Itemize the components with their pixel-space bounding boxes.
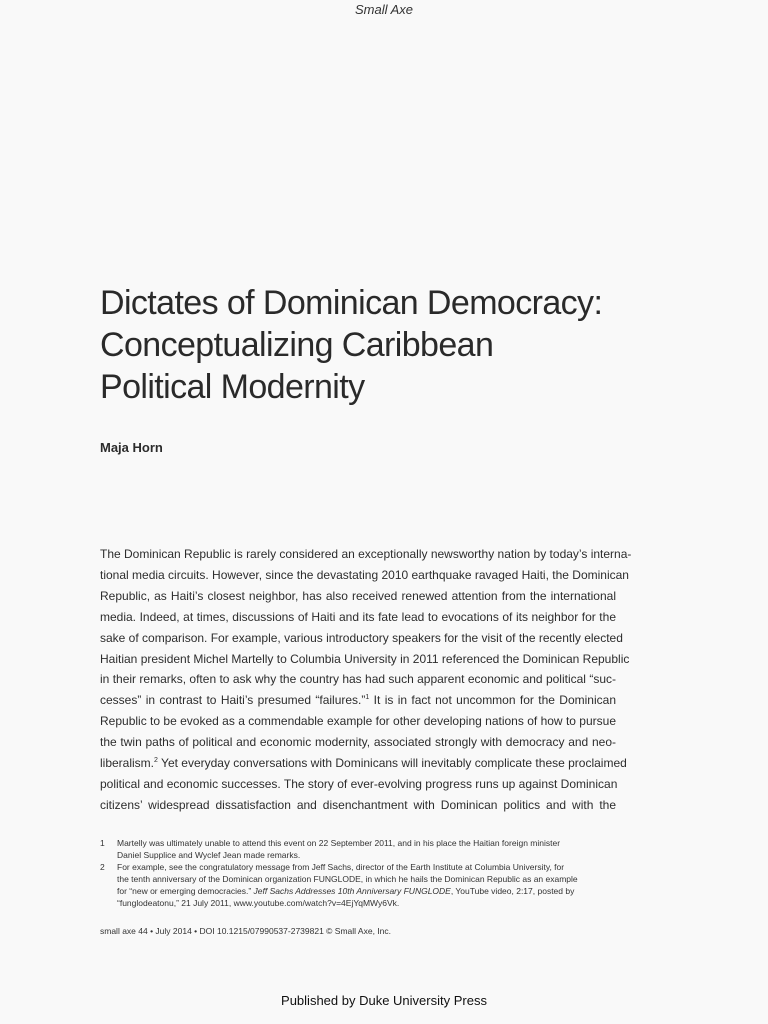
article-title (100, 282, 660, 408)
footnote-line: the tenth anniversary of the Dominican organization FUNGLODE, in which he hails the Dominican Republic as an example (117, 874, 578, 884)
body-line: citizens’ widespread dissatisfaction and disenchantment with Dominican politics and with the (100, 797, 616, 812)
title-line: Conceptualizing Caribbean (100, 326, 494, 364)
footnote-number: 1 (100, 838, 105, 848)
body-line: in their remarks, often to ask why the country has had such apparent economic and political “suc- (100, 672, 616, 687)
footnote-line-segment: , YouTube video, 2:17, posted by (450, 886, 575, 896)
footnote-line: “funglodeatonu,” 21 July 2011, www.youtube.com/watch?v=4EjYqMWy6Vk. (117, 898, 400, 908)
body-line: political and economic successes. The story of ever-evolving progress runs up against Dominican (100, 776, 618, 791)
body-line: Republic, as Haiti’s closest neighbor, has also received renewed attention from the international (100, 588, 616, 603)
body-line-segment: cesses” in contrast to Haiti’s presumed “failures.” (100, 693, 366, 708)
footnote-line: Daniel Supplice and Wyclef Jean made remarks. (117, 850, 301, 860)
body-line-segment: It is in fact not uncommon for the Dominican (369, 693, 616, 708)
footnote-ref-1[interactable]: 1 (365, 694, 370, 702)
body-line: the twin paths of political and economic modernity, associated strongly with democracy and neo- (100, 735, 616, 750)
body-line: The Dominican Republic is rarely considered an exceptionally newsworthy nation by today’s interna- (100, 547, 632, 561)
footnote-1 (100, 837, 616, 861)
footnote-line: Martelly was ultimately unable to attend this event on 22 September 2011, and in his place the Haitian foreign minister (117, 838, 561, 848)
body-line (100, 753, 627, 774)
body-line: Republic to be evoked as a commendable example for other developing nations of how to pursue (100, 714, 616, 729)
body-line-segment: Yet everyday conversations with Dominicans will inevitably complicate these proclaimed (157, 756, 627, 771)
footnote-number: 2 (100, 862, 105, 872)
body-line: media. Indeed, at times, discussions of Haiti and its fate lead to evocations of its neighbor for the (100, 609, 616, 624)
body-line: Haitian president Michel Martelly to Columbia University in 2011 referenced the Dominican Republic (100, 651, 630, 666)
footnote-line-segment: for “new or emerging democracies.” (117, 886, 254, 896)
footnote-line (117, 885, 616, 897)
body-line (100, 690, 616, 711)
doi-line: small axe 44 • July 2014 • DOI 10.1215/07990537-2739821 © Small Axe, Inc. (100, 926, 392, 936)
body-line: sake of comparison. For example, various introductory speakers for the visit of the recently elected (100, 630, 623, 645)
video-title: Jeff Sachs Addresses 10th Anniversary FUNGLODE (253, 886, 451, 896)
publisher-line: Published by Duke University Press (281, 993, 487, 1008)
body-line: tional media circuits. However, since the devastating 2010 earthquake ravaged Haiti, the Dominican (100, 567, 629, 582)
title-line: Political Modernity (100, 368, 365, 406)
body-paragraph (100, 544, 632, 816)
footnote-2 (100, 861, 616, 909)
footnote-ref-2[interactable]: 2 (154, 757, 158, 765)
body-line-segment: liberalism. (100, 756, 155, 771)
footnote-line: For example, see the congratulatory message from Jeff Sachs, director of the Earth Institute at Columbia University, for (117, 862, 565, 872)
title-line: Dictates of Dominican Democracy: (100, 284, 603, 322)
author-name: Maja Horn (100, 440, 163, 455)
running-head: Small Axe (354, 2, 414, 17)
footnotes (100, 837, 616, 909)
